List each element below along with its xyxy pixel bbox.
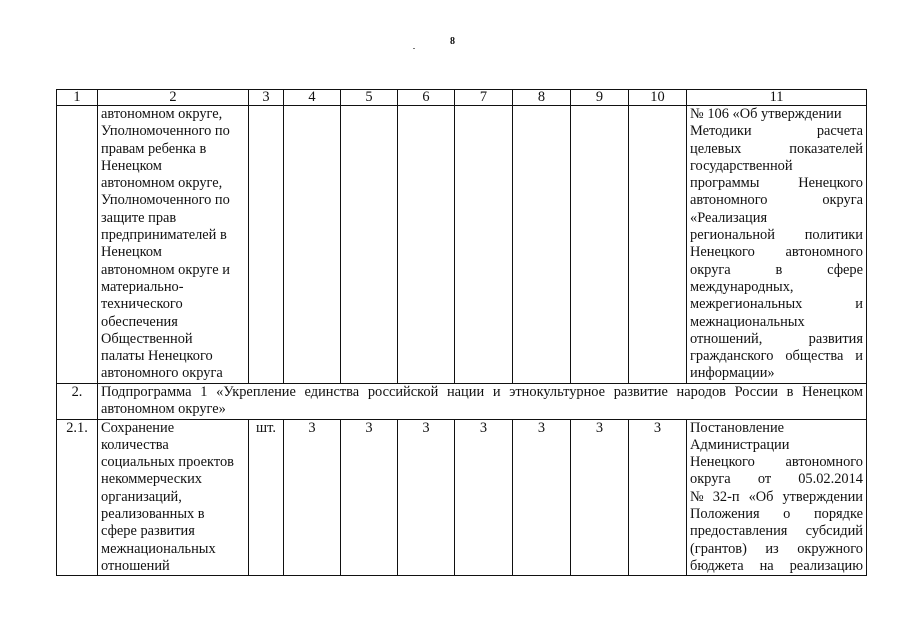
subprogram-title: Подпрограмма 1 «Укрепление единства российской нации и этнокультурное развитие народов России в Ненецком автономном округе» bbox=[98, 384, 867, 420]
text-line: Администрации bbox=[690, 436, 790, 453]
column-number: 8 bbox=[513, 90, 571, 106]
text-line: № 106 «Об утверждении bbox=[690, 106, 842, 122]
text-line: автономного округа bbox=[690, 192, 863, 209]
column-number: 10 bbox=[629, 90, 687, 106]
column-number: 11 bbox=[687, 90, 867, 106]
text-line: Положения о порядке bbox=[690, 506, 863, 523]
text-line: международных, bbox=[690, 278, 794, 295]
column-number: 9 bbox=[571, 90, 629, 106]
text-line: округа от 05.02.2014 bbox=[690, 471, 863, 488]
text-line: Постановление bbox=[690, 419, 785, 436]
method-source-cell bbox=[687, 106, 867, 384]
value-cell: 3 bbox=[398, 419, 455, 576]
text-line: целевых показателей bbox=[690, 140, 863, 157]
value-cell: 3 bbox=[571, 419, 629, 576]
text-line: межрегиональных и bbox=[690, 296, 863, 313]
value-cell bbox=[513, 106, 571, 384]
text-line: государственной bbox=[690, 157, 793, 174]
text-line: межнациональных bbox=[690, 313, 805, 330]
text-line: гражданского общества и bbox=[690, 348, 863, 365]
unit-cell: шт. bbox=[249, 419, 284, 576]
indicator-name-cell: автономном округе, Уполномоченного по правам ребенка в Ненецком автономном округе, Уполномоченного по защите прав предпринимателей в Ненецком автономном округе и материально- технического обеспечения Общественной палаты Ненецкого автономного округа bbox=[98, 106, 249, 384]
indicator-name-cell: Сохранение количества социальных проектов некоммерческих организаций, реализованных в сфере развития межнациональных отношений bbox=[98, 419, 249, 576]
value-cell bbox=[571, 106, 629, 384]
value-cell bbox=[341, 106, 398, 384]
column-number: 5 bbox=[341, 90, 398, 106]
text-line: предоставления субсидий bbox=[690, 523, 863, 540]
continuation-row bbox=[57, 106, 867, 384]
value-cell: 3 bbox=[341, 419, 398, 576]
value-cell: 3 bbox=[629, 419, 687, 576]
column-number: 6 bbox=[398, 90, 455, 106]
row-number: 2. bbox=[57, 384, 98, 420]
column-number: 7 bbox=[455, 90, 513, 106]
column-number: 1 bbox=[57, 90, 98, 106]
text-line: информации» bbox=[690, 365, 775, 382]
text-line: Ненецкого автономного bbox=[690, 244, 863, 261]
text-line: № 32-п «Об утверждении bbox=[690, 488, 863, 505]
indicators-table bbox=[56, 89, 867, 576]
row-number: 2.1. bbox=[57, 419, 98, 576]
text-line: «Реализация bbox=[690, 209, 768, 226]
text-line: (грантов) из окружного bbox=[690, 540, 863, 557]
subprogram-row bbox=[57, 384, 867, 420]
method-source-cell bbox=[687, 419, 867, 576]
value-cell: 3 bbox=[513, 419, 571, 576]
column-number: 3 bbox=[249, 90, 284, 106]
text-line: Методики расчета bbox=[690, 123, 863, 140]
text-line: Ненецкого автономного bbox=[690, 454, 863, 471]
column-number-header-row bbox=[57, 90, 867, 106]
scan-speck bbox=[413, 48, 415, 49]
unit-cell bbox=[249, 106, 284, 384]
value-cell bbox=[398, 106, 455, 384]
row-number-cell bbox=[57, 106, 98, 384]
value-cell: 3 bbox=[455, 419, 513, 576]
value-cell bbox=[629, 106, 687, 384]
value-cell bbox=[284, 106, 341, 384]
text-line: округа в сфере bbox=[690, 261, 863, 278]
column-number: 2 bbox=[98, 90, 249, 106]
text-line: региональной политики bbox=[690, 227, 863, 244]
text-line: программы Ненецкого bbox=[690, 175, 863, 192]
text-line: бюджета на реализацию bbox=[690, 557, 863, 574]
value-cell: 3 bbox=[284, 419, 341, 576]
page-number: 8 bbox=[450, 36, 455, 47]
column-number: 4 bbox=[284, 90, 341, 106]
text-line: отношений, развития bbox=[690, 330, 863, 347]
indicator-row-2-1 bbox=[57, 419, 867, 576]
value-cell bbox=[455, 106, 513, 384]
